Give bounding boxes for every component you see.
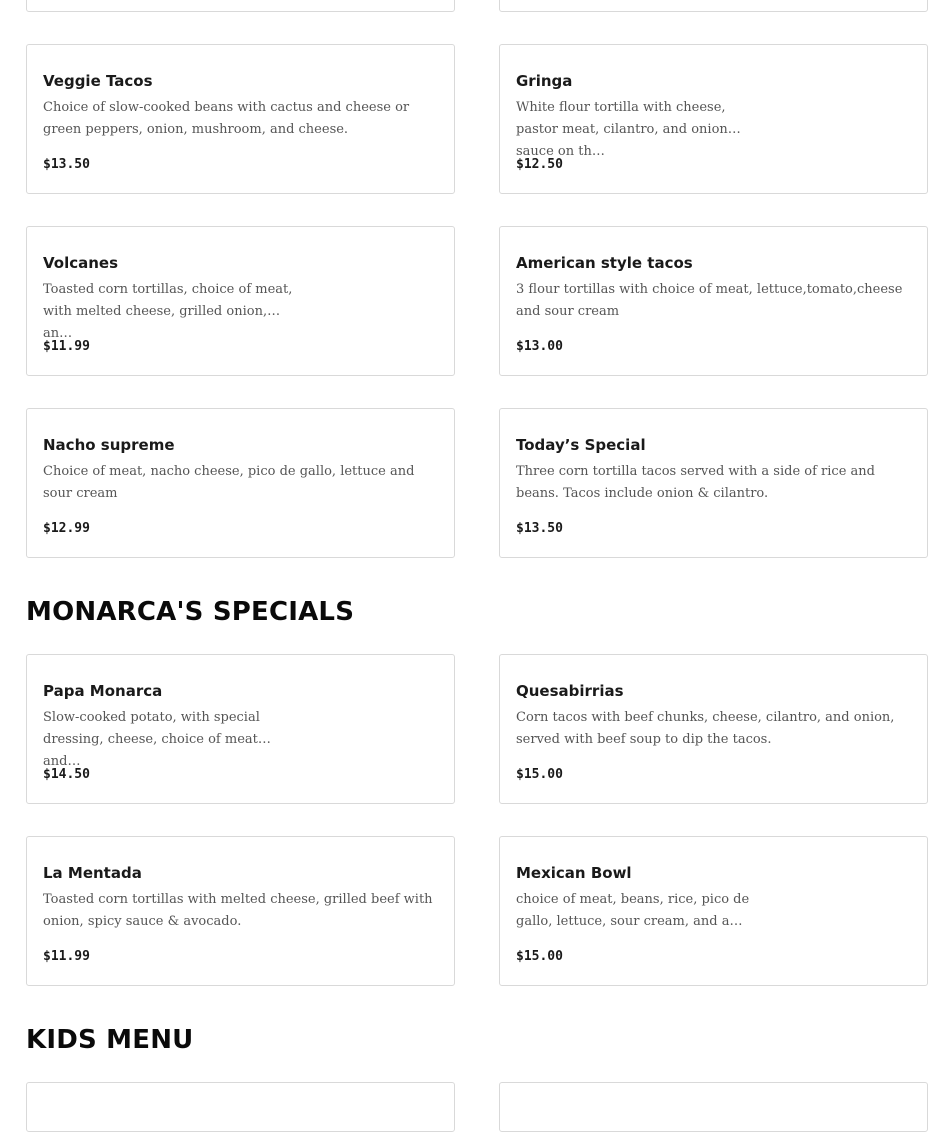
menu-item-papa-monarca[interactable] xyxy=(26,654,455,804)
menu-item-price: $11.99 xyxy=(43,949,90,964)
menu-item-description: White flour tortilla with cheese, pastor meat, cilantro, and onion sauce on th… xyxy=(516,100,728,159)
menu-item-price: $12.99 xyxy=(43,521,90,536)
menu-item-veggie-tacos[interactable] xyxy=(26,44,455,194)
menu-item-quesabirrias[interactable] xyxy=(499,654,928,804)
menu-item-gringa[interactable] xyxy=(499,44,928,194)
menu-item-name: American style tacos xyxy=(516,254,693,272)
menu-item-volcanes[interactable] xyxy=(26,226,455,376)
menu-item-mexican-bowl[interactable] xyxy=(499,836,928,986)
section-heading-kids: KIDS MENU xyxy=(26,1025,194,1055)
menu-item-card[interactable] xyxy=(499,1082,928,1132)
menu-item-description: Slow-cooked potato, with special dressing, cheese, choice of meat and… xyxy=(43,710,260,769)
menu-item-price: $15.00 xyxy=(516,767,563,782)
menu-item-price: $14.50 xyxy=(43,767,90,782)
section-heading-specials: MONARCA'S SPECIALS xyxy=(26,597,355,627)
menu-item-todays-special[interactable] xyxy=(499,408,928,558)
menu-item-description: choice of meat, beans, rice, pico de gallo, lettuce, sour cream, and a… xyxy=(516,892,750,929)
menu-item-description: Toasted corn tortillas with melted cheese, grilled beef with onion, spicy sauce & avocado. xyxy=(43,892,433,929)
menu-item-description: Choice of meat, nacho cheese, pico de gallo, lettuce and sour cream xyxy=(43,464,415,501)
menu-item-price: $12.50 xyxy=(516,157,563,172)
menu-item-description: 3 flour tortillas with choice of meat, lettuce,tomato,cheese and sour cream xyxy=(516,282,903,319)
menu-item-price: $13.00 xyxy=(516,339,563,354)
menu-item-nacho-supreme[interactable] xyxy=(26,408,455,558)
menu-item-la-mentada[interactable] xyxy=(26,836,455,986)
menu-item-price: $13.50 xyxy=(43,157,90,172)
menu-item-name: Veggie Tacos xyxy=(43,72,153,90)
menu-item-price: $11.99 xyxy=(43,339,90,354)
menu-item-name: Papa Monarca xyxy=(43,682,163,700)
menu-item-description: Toasted corn tortillas, choice of meat, with melted cheese, grilled onion, an… xyxy=(43,282,293,341)
menu-item-card[interactable] xyxy=(26,1082,455,1132)
menu-item-description: Three corn tortilla tacos served with a side of rice and beans. Tacos include onion & cilantro. xyxy=(516,464,875,501)
menu-item-name: Quesabirrias xyxy=(516,682,624,700)
menu-item-name: Volcanes xyxy=(43,254,119,272)
menu-item-name: Mexican Bowl xyxy=(516,864,632,882)
menu-item-name: La Mentada xyxy=(43,864,142,882)
menu-item-card[interactable] xyxy=(26,0,455,12)
menu-item-name: Today’s Special xyxy=(516,436,646,454)
menu-item-name: Gringa xyxy=(516,72,573,90)
menu-item-price: $15.00 xyxy=(516,949,563,964)
menu-item-name: Nacho supreme xyxy=(43,436,175,454)
menu-item-price: $13.50 xyxy=(516,521,563,536)
menu-item-american-style-tacos[interactable] xyxy=(499,226,928,376)
menu-item-description: Corn tacos with beef chunks, cheese, cilantro, and onion, served with beef soup to dip the tacos. xyxy=(516,710,895,747)
menu-item-description: Choice of slow-cooked beans with cactus and cheese or green peppers, onion, mushroom, and cheese. xyxy=(43,100,410,137)
menu-item-card[interactable] xyxy=(499,0,928,12)
